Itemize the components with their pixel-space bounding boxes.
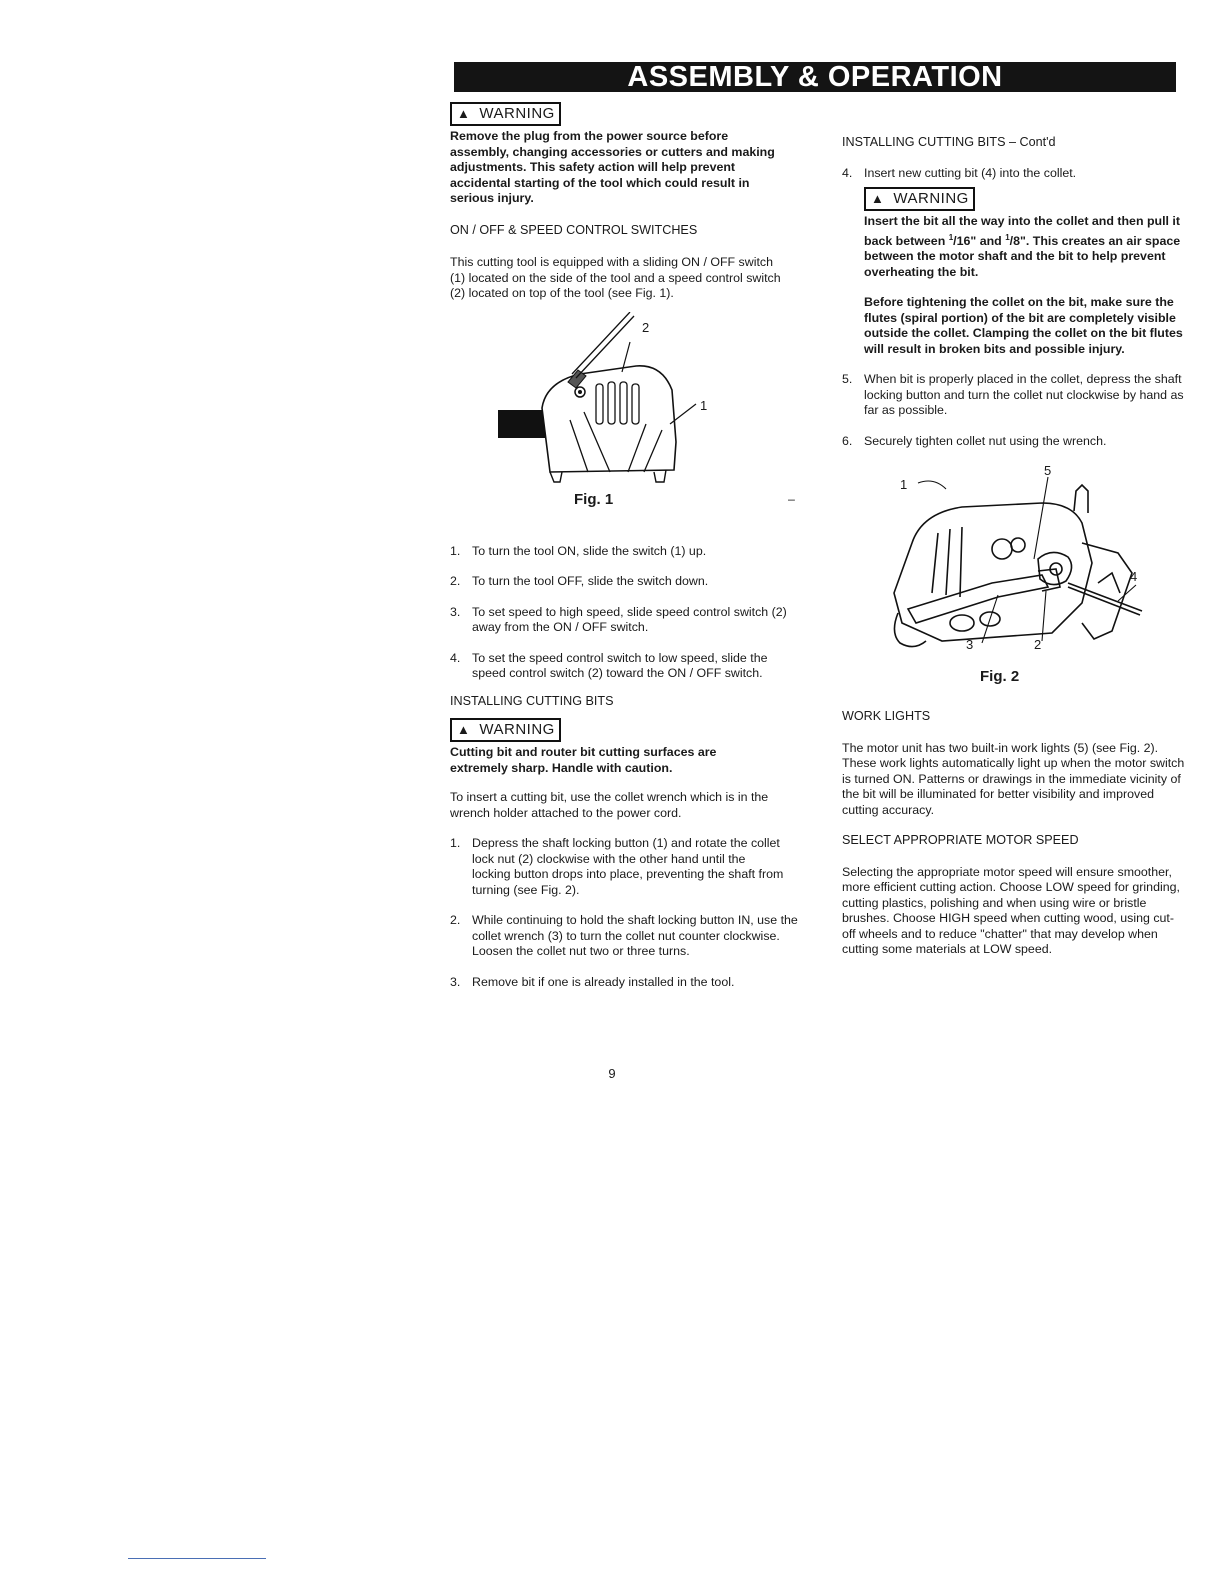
- fig2-callout-3: 3: [966, 637, 974, 653]
- fig1-mark: –: [788, 491, 795, 506]
- fig1-callout-1: 1: [700, 397, 708, 413]
- list-item: 6. Securely tighten collet nut using the wrench.: [842, 433, 1107, 448]
- bits-heading: INSTALLING CUTTING BITS: [450, 693, 614, 708]
- motor-speed-text: Selecting the appropriate motor speed will ensure smoother, more efficient cutting action. Choose LOW speed for grinding, cutting plastics, polishing and when using wire or bristle brushes. Choose HIGH speed when cutting wood, using cut-off wheels and to reduce "chatter" that may develop when cutting some materials at LOW speed.: [842, 864, 1180, 957]
- section-banner: [454, 62, 1176, 92]
- warning-label: WARNING: [479, 105, 555, 123]
- step-4: [842, 166, 1194, 182]
- figure-1: [450, 312, 802, 512]
- warning-text: Remove the plug from the power source before assembly, changing accessories or cutters and making adjustments. This safety action will help prevent accidental starting of the tool which could result in serious injury.: [450, 129, 775, 205]
- motor-speed-heading: SELECT APPROPRIATE MOTOR SPEED: [842, 833, 1079, 848]
- bit-steps: [450, 836, 802, 990]
- warning-triangle-icon: ▲: [871, 191, 885, 207]
- bits-warning-text: Cutting bit and router bit cutting surfaces are extremely sharp. Handle with caution.: [450, 745, 717, 775]
- warning-badge: [450, 718, 561, 742]
- list-item: 3. To set speed to high speed, slide speed control switch (2) away from the ON / OFF switch.: [450, 604, 787, 634]
- fig1-callout-2: 2: [642, 319, 650, 335]
- warning-text-2: Before tightening the collet on the bit, make sure the flutes (spiral portion) of the bit are completely visible outside the collet. Clamping the collet on the bit flutes will result in broken bits and possible injury.: [864, 295, 1183, 356]
- work-lights-text: The motor unit has two built-in work lights (5) (see Fig. 2). These work lights automatically light up when the motor switch is turned ON. Patterns or drawings in the immediate vicinity of the bit will be illuminated for better visibility and improved cutting accuracy.: [842, 740, 1185, 817]
- warning-block: [864, 187, 1194, 357]
- fig1-label: Fig. 1: [574, 490, 614, 508]
- work-lights-heading: WORK LIGHTS: [842, 709, 931, 724]
- page-title: ASSEMBLY & OPERATION: [627, 61, 1003, 93]
- list-item: 4. Insert new cutting bit (4) into the collet.: [842, 165, 1077, 180]
- list-item: 4. To set the speed control switch to low speed, slide the speed control switch (2) toward the ON / OFF switch.: [450, 650, 768, 680]
- warning-triangle-icon: ▲: [457, 106, 471, 122]
- list-item: 1. Depress the shaft locking button (1) and rotate the collet lock nut (2) clockwise with the other hand until the locking button drops into place, preventing the shaft from turning (see Fig. 2).: [450, 836, 784, 897]
- steps-5-6: [842, 372, 1194, 449]
- figure-2: [842, 463, 1194, 723]
- warning-triangle-icon: ▲: [457, 722, 471, 738]
- fig2-callout-5: 5: [1044, 463, 1052, 479]
- list-item: 1. To turn the tool ON, slide the switch (1) up.: [450, 543, 707, 558]
- switch-steps: [450, 544, 802, 682]
- warning-badge: [450, 102, 561, 126]
- fig2-callout-1: 1: [900, 477, 908, 493]
- contd-heading: INSTALLING CUTTING BITS – Cont'd: [842, 135, 1056, 149]
- page-number: 9: [608, 1066, 616, 1081]
- list-item: 5. When bit is properly placed in the collet, depress the shaft locking button and turn the collet nut clockwise by hand as far as possible.: [842, 372, 1184, 418]
- warning-text: Insert the bit all the way into the collet and then pull it back between $^1$/16" and $^1$/8". This creates an air space between the motor shaft and the bit to help prevent overheating the bit.: [864, 214, 1181, 279]
- switches-text: This cutting tool is equipped with a sliding ON / OFF switch (1) located on the side of the tool and a speed control switch (2) located on top of the tool (see Fig. 1).: [450, 255, 781, 300]
- fig2-callout-4: 4: [1130, 569, 1138, 585]
- warning-label: WARNING: [479, 721, 555, 739]
- switches-heading: ON / OFF & SPEED CONTROL SWITCHES: [450, 222, 698, 237]
- list-item: 2. To turn the tool OFF, slide the switch down.: [450, 574, 709, 588]
- right-column: [842, 135, 1194, 958]
- footer-rule: [128, 1558, 266, 1559]
- fig2-label: Fig. 2: [980, 668, 1020, 686]
- left-column: [450, 102, 802, 990]
- fig2-callout-2: 2: [1034, 637, 1042, 653]
- warning-badge: [864, 187, 975, 211]
- list-item: 2. While continuing to hold the shaft locking button IN, use the collet wrench (3) to turn the collet nut counter clockwise. Loosen the collet nut two or three turns.: [450, 913, 798, 958]
- warning-label: WARNING: [893, 190, 969, 208]
- router-top-illustration: [450, 312, 802, 512]
- list-item: 3. Remove bit if one is already installed in the tool.: [450, 974, 735, 989]
- bits-text: To insert a cutting bit, use the collet wrench which is in the wrench holder attached to the power cord.: [450, 790, 769, 820]
